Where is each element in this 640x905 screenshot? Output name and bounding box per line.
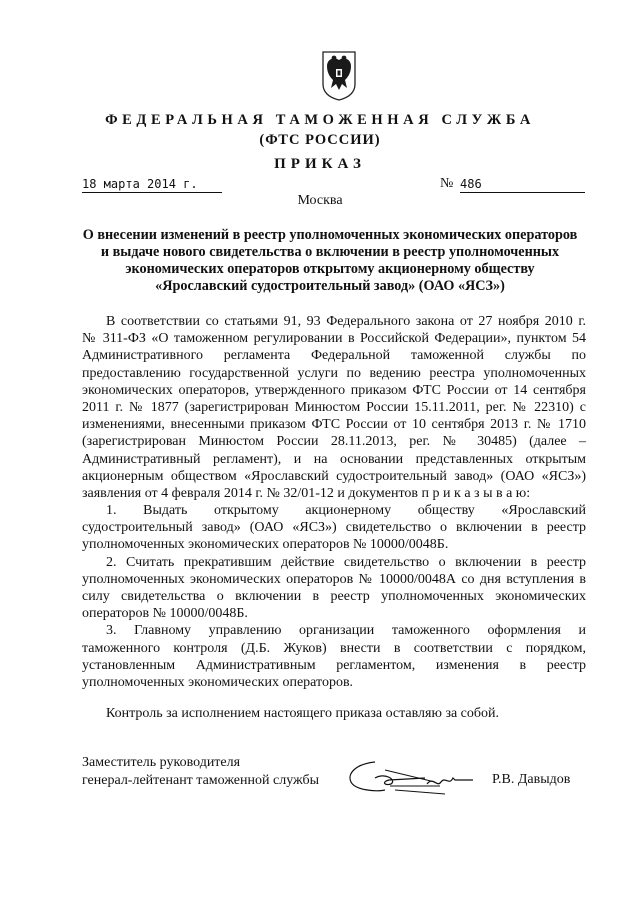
signatory-name: Р.В. Давыдов bbox=[492, 772, 571, 787]
subject-line: О внесении изменений в реестр уполномоченных экономических операторов bbox=[82, 227, 578, 243]
clause-2-line: уполномоченных экономических операторов № 10000/0048А со дня вступления в bbox=[82, 571, 586, 587]
body-line: экономических операторов, утвержденного приказом ФТС России от 14 сентября bbox=[82, 382, 586, 398]
signatory-position bbox=[82, 754, 319, 790]
subject-line: «Ярославский судостроительный завод» (ОАО «ЯСЗ») bbox=[155, 278, 505, 294]
order-number-label: № bbox=[440, 176, 454, 191]
signatory-position-line: генерал-лейтенант таможенной службы bbox=[82, 773, 320, 788]
clause-1-line: уполномоченных экономических операторов № 10000/0048Б. bbox=[82, 537, 449, 553]
subject-line: и выдаче нового свидетельства о включении в реестр уполномоченных bbox=[100, 244, 560, 260]
body-line: заявления от 4 февраля 2014 г. № 32/01-12 и документов п р и к а з ы в а ю: bbox=[82, 485, 531, 501]
closing-statement: Контроль за исполнением настоящего приказа оставляю за собой. bbox=[106, 706, 500, 722]
body-line: В соответствии со статьями 91, 93 Федерального закона от 27 ноября 2010 г. bbox=[106, 314, 586, 329]
body-line: предоставлению государственной услуги по ведению реестра уполномоченных bbox=[82, 365, 586, 381]
handwritten-signature bbox=[345, 756, 475, 796]
body-line: 2011 г. № 1877 (зарегистрирован Минюстом России 15.11.2011, рег. № 22310) с bbox=[82, 399, 586, 415]
body-line: изменениями, внесенными приказом ФТС России от 10 сентября 2013 г. № 1710 bbox=[82, 417, 586, 433]
agency-abbreviation: (ФТС РОССИИ) bbox=[259, 132, 381, 148]
clause-2-line: 2. Считать прекратившим действие свидетельство о включении в реестр bbox=[106, 554, 586, 570]
order-number: 486 bbox=[460, 177, 585, 193]
clause-2-line: силу свидетельства о включении в реестр уполномоченных экономических bbox=[82, 589, 586, 604]
signatory-position-line: Заместитель руководителя bbox=[82, 755, 241, 770]
order-date: 18 марта 2014 г. bbox=[82, 177, 222, 193]
clause-1-line: 1. Выдать открытому акционерному обществу «Ярославский bbox=[106, 503, 586, 519]
coat-of-arms-emblem bbox=[319, 50, 359, 102]
clause-3-line: установленным Административным регламентом, изменения в реестр bbox=[82, 657, 586, 673]
city: Москва bbox=[297, 193, 343, 208]
order-subject bbox=[60, 227, 600, 295]
clause-3-line: таможенного контроля (Д.Б. Жуков) внести в соответствии с порядком, bbox=[82, 640, 586, 656]
document-type: ПРИКАЗ bbox=[274, 156, 366, 172]
body-line: Административного регламента Федеральной таможенной службы по bbox=[82, 348, 586, 364]
clause-2-line: операторов № 10000/0048Б. bbox=[82, 606, 248, 622]
clause-3-line: уполномоченных экономических операторов. bbox=[82, 674, 354, 690]
body-line: (зарегистрирован Минюстом России 28.11.2013, рег. № 30485) (далее – bbox=[82, 434, 586, 450]
body-line: Административный регламент), и на основании представленных открытым bbox=[82, 451, 586, 467]
order-body bbox=[82, 313, 586, 722]
agency-name: ФЕДЕРАЛЬНАЯ ТАМОЖЕННАЯ СЛУЖБА bbox=[105, 112, 535, 128]
body-line: акционерным обществом «Ярославский судостроительный завод» (ОАО «ЯСЗ») bbox=[82, 468, 586, 484]
clause-1-line: судостроительный завод» (ОАО «ЯСЗ») свидетельство о включении в реестр bbox=[82, 520, 586, 536]
clause-3-line: 3. Главному управлению организации таможенного оформления и bbox=[106, 623, 586, 639]
body-line: № 311-ФЗ «О таможенном регулировании в Российской Федерации», пунктом 54 bbox=[82, 331, 586, 347]
subject-line: экономических операторов открытому акционерному обществу bbox=[125, 261, 535, 277]
